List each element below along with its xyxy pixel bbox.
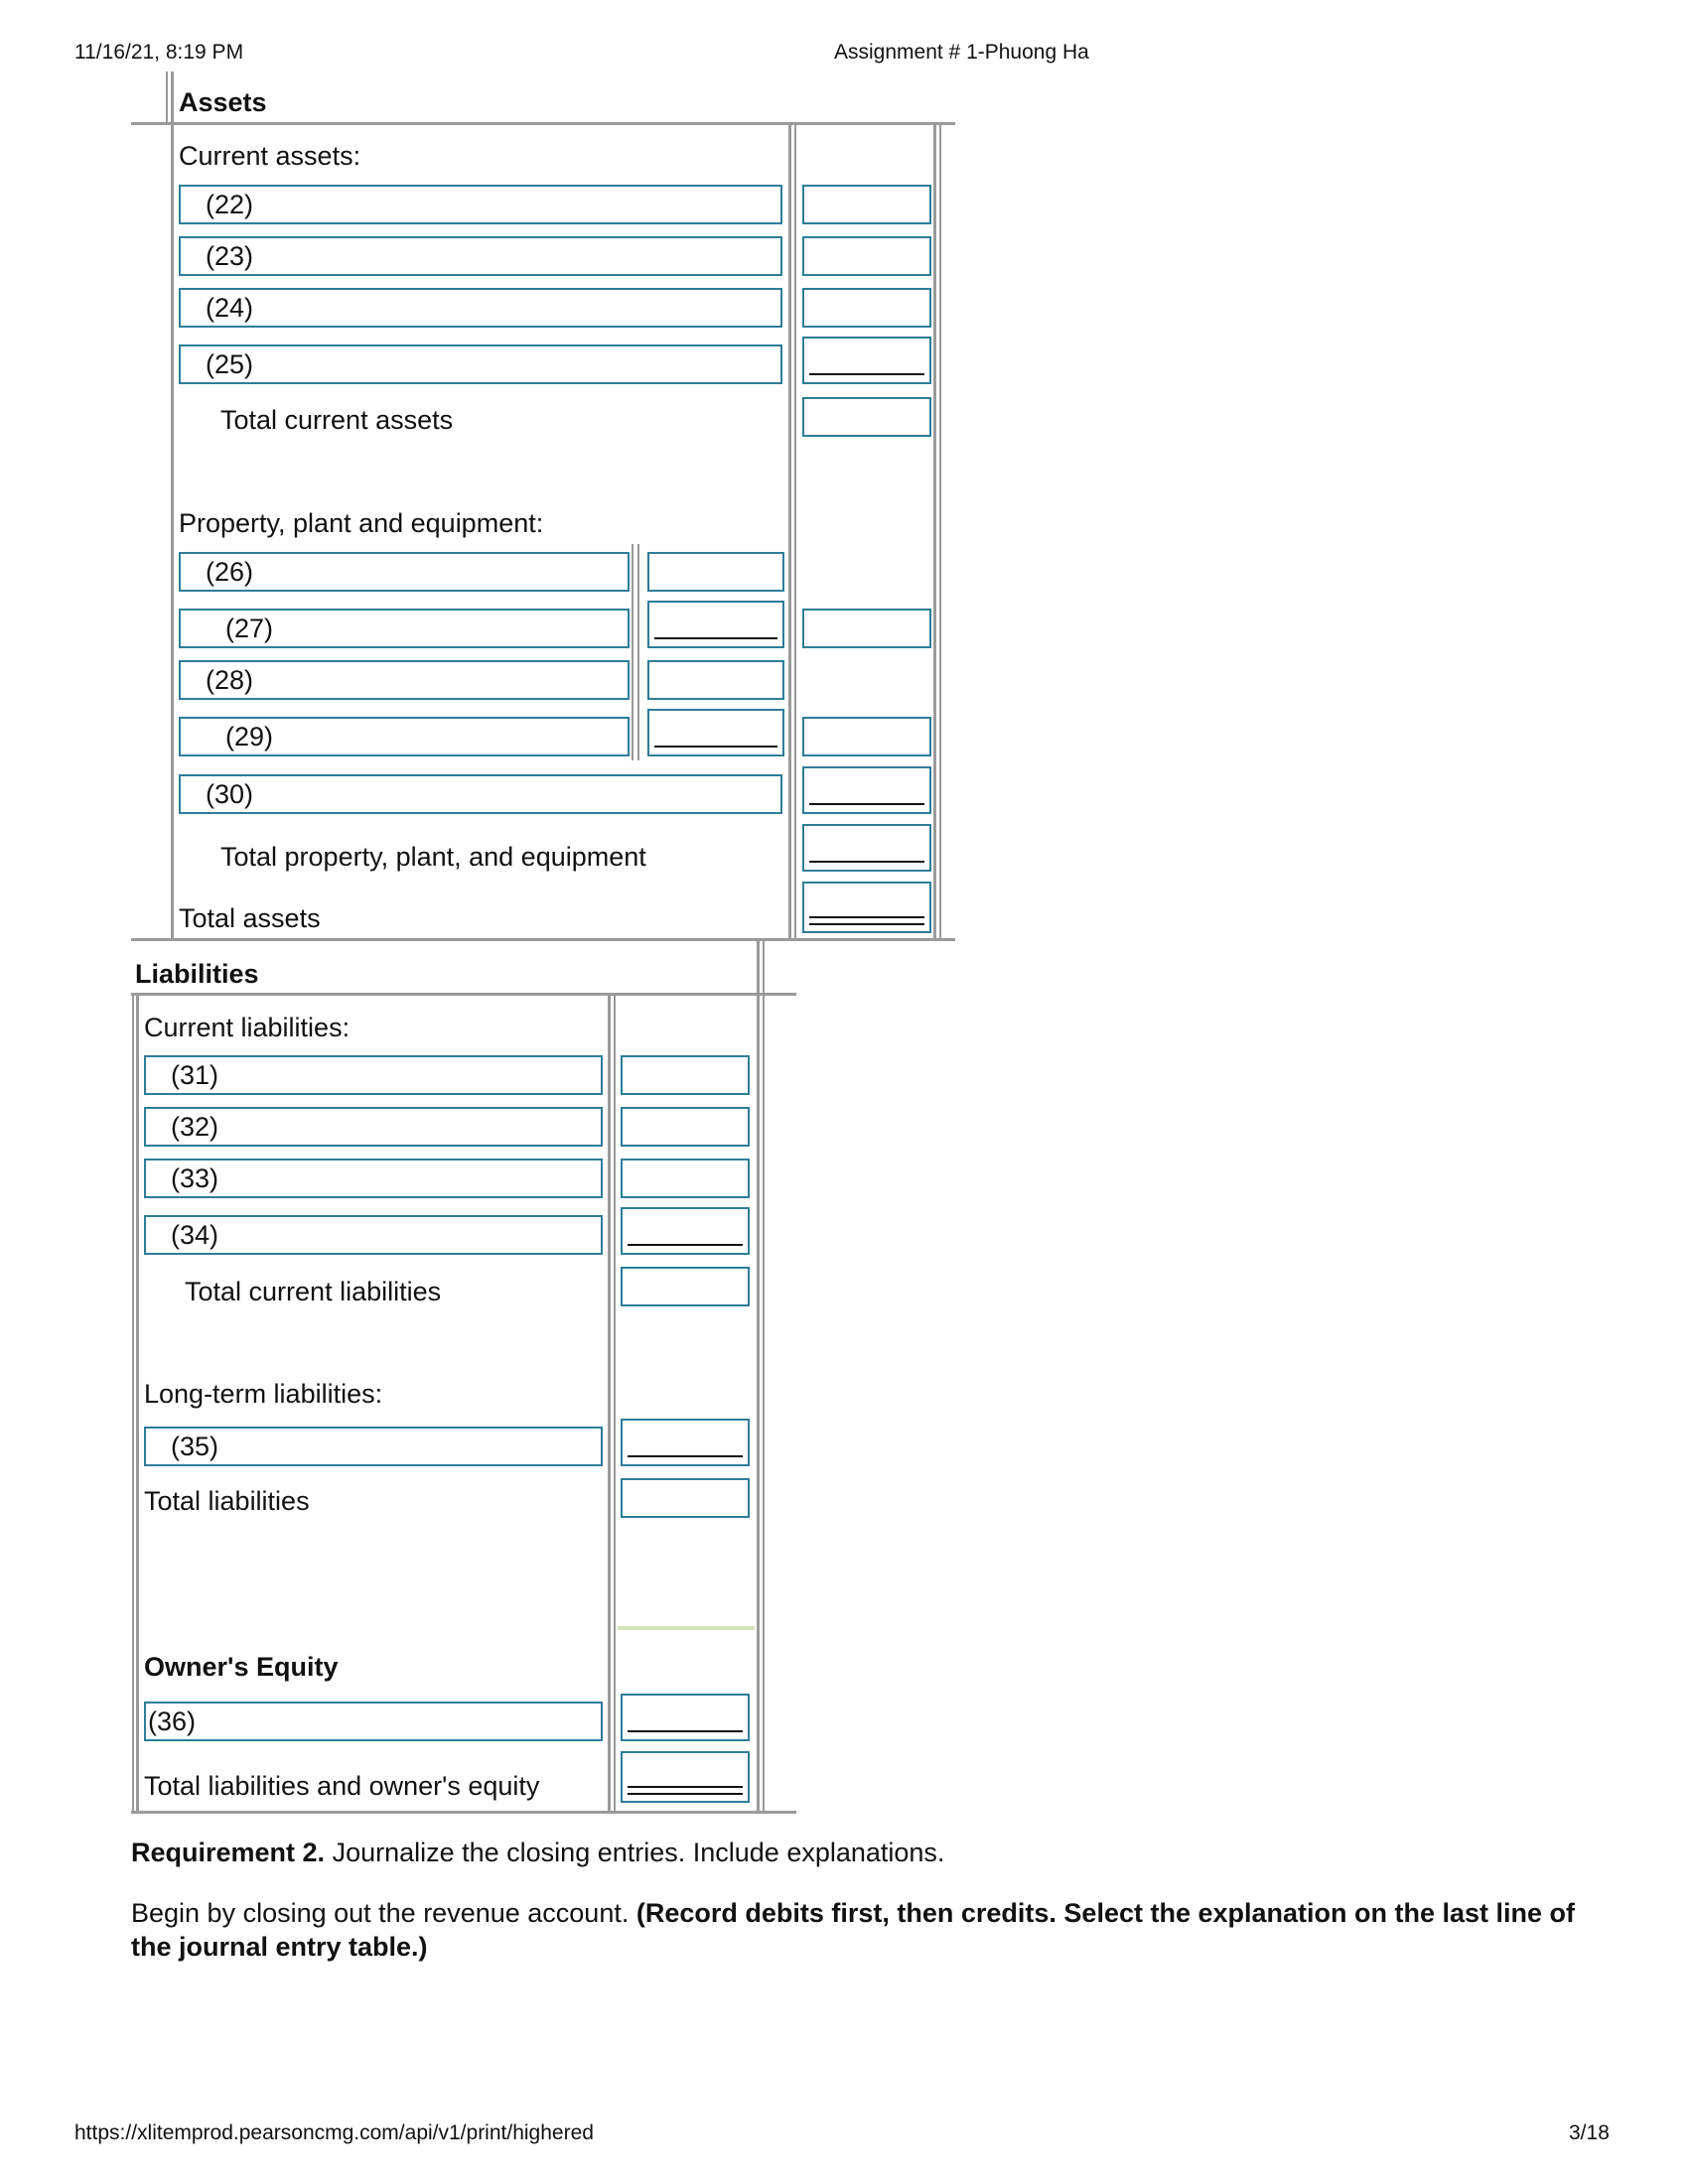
account-select-30[interactable]: (30)	[179, 774, 782, 814]
account-select-23[interactable]: (23)	[179, 236, 782, 276]
frame-line	[131, 122, 955, 125]
total-current-liabilities-input[interactable]	[621, 1267, 750, 1306]
amount-input-28[interactable]	[647, 660, 784, 700]
net-amount-input-27[interactable]	[802, 609, 931, 648]
frame-line	[794, 125, 796, 940]
frame-line	[933, 125, 936, 940]
amount-input-24[interactable]	[802, 288, 931, 328]
account-select-24[interactable]: (24)	[179, 288, 782, 328]
total-liabilities-equity-label: Total liabilities and owner's equity	[144, 1771, 540, 1801]
frame-line	[788, 125, 791, 940]
amount-input-33[interactable]	[621, 1159, 750, 1198]
account-select-32[interactable]: (32)	[144, 1107, 603, 1147]
total-liabilities-input[interactable]	[621, 1478, 750, 1518]
frame-line	[136, 996, 139, 1814]
frame-line	[614, 996, 616, 1814]
frame-line	[637, 544, 639, 760]
amount-input-25[interactable]	[802, 337, 931, 384]
account-select-29[interactable]: (29)	[179, 717, 630, 756]
requirement-2-instruction	[131, 1896, 1601, 1964]
document-title: Assignment # 1-Phuong Ha	[834, 41, 1089, 64]
total-current-liabilities-label: Total current liabilities	[185, 1277, 442, 1306]
row-highlight	[618, 1626, 755, 1630]
frame-line	[608, 996, 611, 1814]
frame-line	[131, 1811, 796, 1814]
frame-line	[171, 71, 174, 940]
amount-input-36[interactable]	[621, 1694, 750, 1741]
total-current-assets-input[interactable]	[802, 397, 931, 437]
account-select-31[interactable]: (31)	[144, 1055, 603, 1095]
amount-input-27[interactable]	[647, 601, 784, 648]
assets-heading: Assets	[179, 87, 267, 117]
instruction-text: Begin by closing out the revenue account.	[131, 1898, 636, 1928]
account-select-22[interactable]: (22)	[179, 185, 782, 224]
amount-input-34[interactable]	[621, 1207, 750, 1255]
frame-line	[131, 993, 796, 996]
total-assets-input[interactable]	[802, 882, 931, 933]
frame-line	[939, 125, 941, 940]
account-select-33[interactable]: (33)	[144, 1159, 603, 1198]
requirement-2	[131, 1836, 1601, 1869]
amount-input-30[interactable]	[802, 766, 931, 814]
frame-line	[757, 940, 760, 1814]
print-datetime: 11/16/21, 8:19 PM	[74, 41, 244, 64]
ppe-label: Property, plant and equipment:	[179, 508, 544, 538]
amount-input-31[interactable]	[621, 1055, 750, 1095]
amount-input-22[interactable]	[802, 185, 931, 224]
net-amount-input-29[interactable]	[802, 717, 931, 756]
amount-input-35[interactable]	[621, 1419, 750, 1466]
amount-input-29[interactable]	[647, 709, 784, 756]
current-liabilities-label: Current liabilities:	[144, 1013, 351, 1042]
current-assets-label: Current assets:	[179, 141, 361, 171]
instruction-bold-text: (Record debits first, then credits. Select the explanation on the last line of the journal entry table.)	[131, 1898, 1576, 1962]
amount-input-26[interactable]	[647, 552, 784, 592]
total-liabilities-equity-input[interactable]	[621, 1751, 750, 1803]
total-current-assets-label: Total current assets	[220, 405, 454, 435]
amount-input-23[interactable]	[802, 236, 931, 276]
total-assets-label: Total assets	[179, 903, 321, 933]
account-select-27[interactable]: (27)	[179, 609, 630, 648]
page-number: 3/18	[1569, 2121, 1610, 2144]
frame-line	[632, 544, 633, 760]
requirement-2-text: Journalize the closing entries. Include explanations.	[325, 1838, 945, 1867]
total-liabilities-label: Total liabilities	[144, 1486, 310, 1516]
liabilities-heading: Liabilities	[135, 959, 259, 989]
total-ppe-label: Total property, plant, and equipment	[220, 842, 646, 872]
frame-line	[131, 938, 955, 941]
long-term-liabilities-label: Long-term liabilities:	[144, 1379, 383, 1409]
frame-line	[132, 996, 134, 1814]
requirement-2-label: Requirement 2.	[131, 1838, 326, 1867]
frame-line	[166, 71, 168, 124]
amount-input-32[interactable]	[621, 1107, 750, 1147]
account-select-35[interactable]: (35)	[144, 1427, 603, 1466]
owners-equity-heading: Owner's Equity	[144, 1652, 339, 1682]
account-select-28[interactable]: (28)	[179, 660, 630, 700]
account-select-26[interactable]: (26)	[179, 552, 630, 592]
account-select-36[interactable]: (36)	[144, 1702, 603, 1741]
frame-line	[763, 940, 765, 1814]
account-select-34[interactable]: (34)	[144, 1215, 603, 1255]
total-ppe-input[interactable]	[802, 824, 931, 872]
account-select-25[interactable]: (25)	[179, 344, 782, 384]
footer-url: https://xlitemprod.pearsoncmg.com/api/v1/print/highered	[74, 2121, 594, 2144]
